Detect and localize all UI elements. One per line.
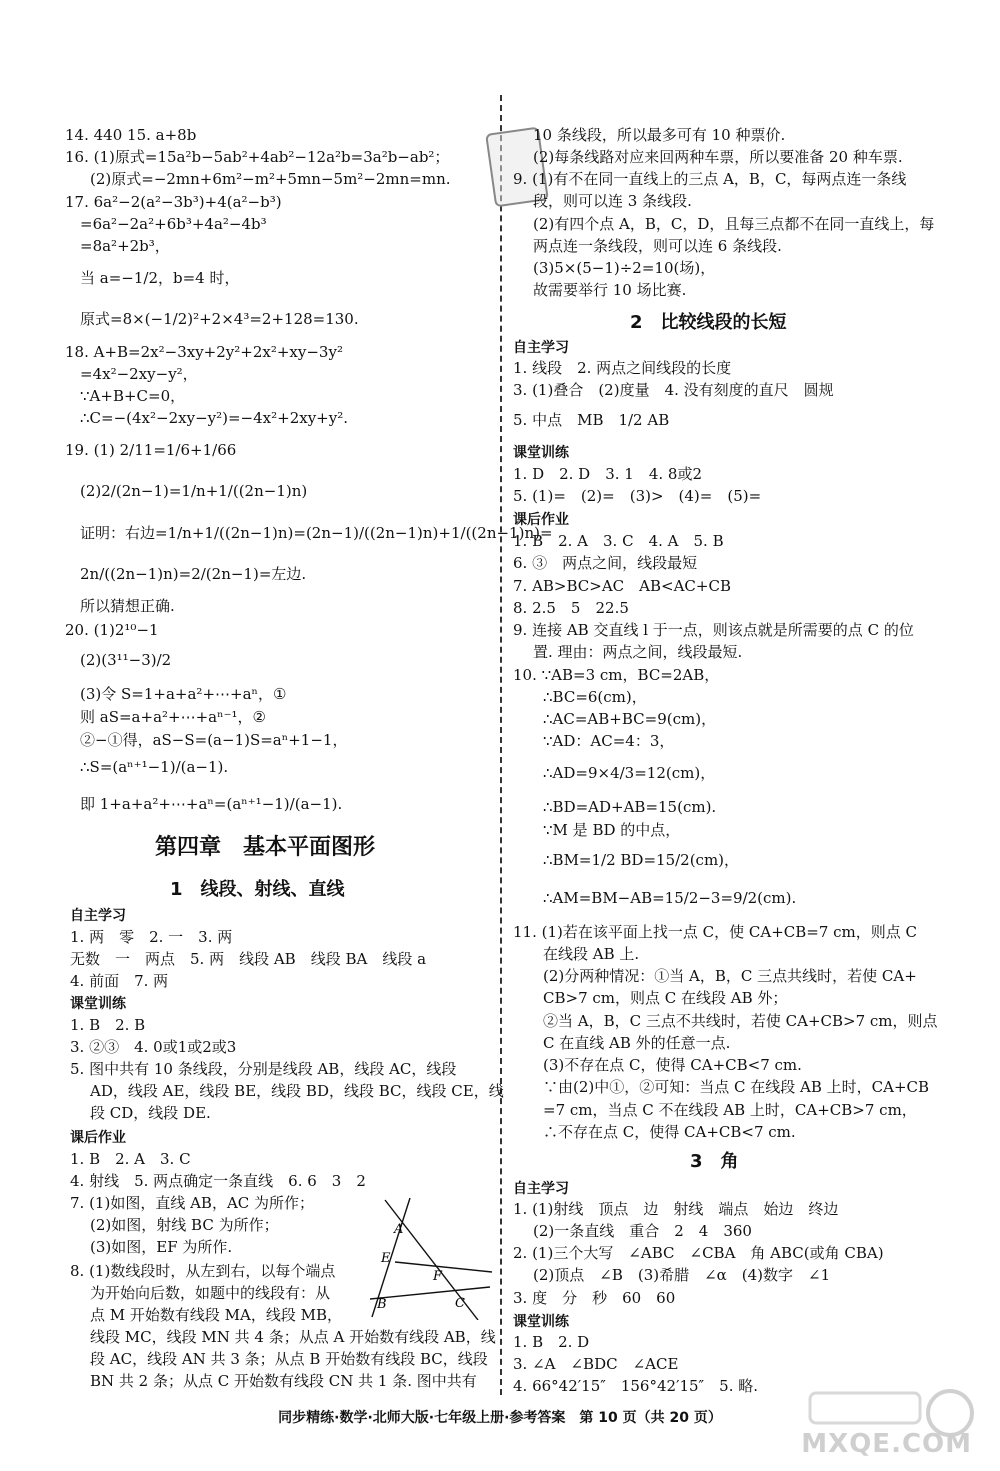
text-line: 3. ②③ 4. 0或1或2或3: [70, 1038, 237, 1056]
text-line: ∴S=(aⁿ⁺¹−1)/(a−1).: [80, 758, 229, 776]
text-line: (2)原式=−2mn+6m²−m²+5mn−5m²−2mn=mn.: [90, 170, 451, 188]
text-line: 8. 2.5 5 22.5: [513, 599, 629, 617]
text-line: ∴AM=BM−AB=15/2−3=9/2(cm).: [543, 889, 797, 907]
text-line: 5. 图中共有 10 条线段，分别是线段 AB，线段 AC，线段: [70, 1060, 457, 1078]
subheading-kehou: 课后作业: [513, 512, 569, 528]
label-a: A: [394, 1222, 404, 1237]
text-line: (2)如图，射线 BC 为所作；: [90, 1216, 279, 1234]
text-line: (3)令 S=1+a+a²+⋯+aⁿ，①: [80, 685, 287, 703]
text-line: 线段 MC，线段 MN 共 4 条；从点 A 开始数有线段 AB，线: [90, 1328, 496, 1346]
text-line: 3. (1)叠合 (2)度量 4. 没有刻度的直尺 圆规: [513, 381, 834, 399]
subheading-ketang: 课堂训练: [513, 445, 569, 461]
text-line: ②当 A，B，C 三点不共线时，若使 CA+CB>7 cm，则点: [543, 1012, 938, 1030]
text-line: BN 共 2 条；从点 C 开始数有线段 CN 共 1 条. 图中共有: [90, 1372, 477, 1390]
text-line: 11. (1)若在该平面上找一点 C，使 CA+CB=7 cm，则点 C: [513, 923, 918, 941]
label-b: B: [377, 1297, 387, 1312]
text-line: 3. ∠A ∠BDC ∠ACE: [513, 1355, 679, 1373]
text-line: ∵AD：AC=4：3，: [543, 732, 675, 750]
text-line: (3)5×(5−1)÷2=10(场)，: [533, 259, 716, 277]
text-line: ∵M 是 BD 的中点，: [543, 821, 681, 839]
text-line: (3)如图，EF 为所作.: [90, 1238, 233, 1256]
text-line: 4. 前面 7. 两: [70, 972, 169, 990]
text-line: (2)每条线路对应来回两种车票，所以要准备 20 种车票.: [533, 148, 903, 166]
ray-bc: [370, 1287, 490, 1299]
text-line: 9. 连接 AB 交直线 l 于一点，则该点就是所需要的点 C 的位: [513, 621, 914, 639]
geometry-figure: [370, 1195, 495, 1320]
text-line: (2)一条直线 重合 2 4 360: [533, 1222, 752, 1240]
text-line: 8. (1)数线段时，从左到右，以每个端点: [70, 1262, 336, 1280]
text-line: 5. 中点 MB 1/2 AB: [513, 411, 670, 429]
text-line: 故需要举行 10 场比赛.: [533, 281, 687, 299]
text-line: 18. A+B=2x²−3xy+2y²+2x²+xy−3y²: [65, 343, 343, 361]
text-line: 14. 440 15. a+8b: [65, 126, 197, 144]
text-line: 2n/((2n−1)n)=2/(2n−1)=左边.: [80, 565, 307, 583]
text-line: =6a²−2a²+6b³+4a²−4b³: [80, 215, 267, 233]
text-line: 1. D 2. D 3. 1 4. 8或2: [513, 465, 703, 483]
text-line: ∵A+B+C=0，: [80, 387, 186, 405]
text-line: ∴BC=6(cm)，: [543, 688, 647, 706]
section-title: 3 角: [690, 1151, 739, 1172]
text-line: (2)2/(2n−1)=1/n+1/((2n−1)n): [80, 482, 308, 500]
subheading-ketang: 课堂训练: [70, 996, 126, 1012]
text-line: =7 cm，当点 C 不在线段 AB 上时，CA+CB>7 cm，: [543, 1101, 917, 1119]
subheading-kehou: 课后作业: [70, 1130, 126, 1146]
text-line: 10 条线段，所以最多可有 10 种票价.: [533, 126, 786, 144]
text-line: 1. 两 零 2. 一 3. 两: [70, 928, 233, 946]
text-line: 当 a=−1/2，b=4 时，: [80, 269, 240, 287]
text-line: 9. (1)有不在同一直线上的三点 A，B，C，每两点连一条线: [513, 170, 907, 188]
text-line: 20. (1)2¹⁰−1: [65, 621, 159, 639]
text-line: 所以猜想正确.: [80, 597, 175, 615]
text-line: (2)顶点 ∠B (3)希腊 ∠α (4)数字 ∠1: [533, 1266, 831, 1284]
text-line: C 在直线 AB 外的任意一点.: [543, 1034, 731, 1052]
text-line: (2)分两种情况：①当 A，B，C 三点共线时，若使 CA+: [543, 967, 917, 985]
subheading-zizhu: 自主学习: [70, 908, 126, 924]
text-line: ∴BM=1/2 BD=15/2(cm)，: [543, 851, 740, 869]
text-line: 置. 理由：两点之间，线段最短.: [533, 643, 743, 661]
chapter-title: 第四章 基本平面图形: [155, 835, 376, 860]
text-line: 两点连一条线段，则可以连 6 条线段.: [533, 237, 782, 255]
text-line: 即 1+a+a²+⋯+aⁿ=(aⁿ⁺¹−1)/(a−1).: [80, 795, 343, 813]
label-f: F: [433, 1269, 443, 1284]
column-divider: [500, 95, 502, 1395]
text-line: 1. B 2. A 3. C: [70, 1150, 191, 1168]
line-ef: [395, 1262, 492, 1272]
text-line: ∵由(2)中①，②可知：当点 C 在线段 AB 上时，CA+CB: [543, 1078, 930, 1096]
text-line: 1. B 2. A 3. C 4. A 5. B: [513, 532, 724, 550]
subheading-ketang: 课堂训练: [513, 1314, 569, 1330]
text-line: ∴AD=9×4/3=12(cm)，: [543, 764, 716, 782]
text-line: ∴不存在点 C，使得 CA+CB<7 cm.: [543, 1123, 796, 1141]
text-line: 6. ③ 两点之间，线段最短: [513, 554, 698, 572]
section-title: 2 比较线段的长短: [630, 312, 787, 333]
text-line: 2. (1)三个大写 ∠ABC ∠CBA 角 ABC(或角 CBA): [513, 1244, 884, 1262]
text-line: 段，则可以连 3 条线段.: [533, 192, 692, 210]
watermark-text: MXQE.COM: [801, 1429, 972, 1459]
text-line: 19. (1) 2/11=1/6+1/66: [65, 441, 237, 459]
text-line: 17. 6a²−2(a²−3b³)+4(a²−b³): [65, 193, 282, 211]
text-line: AD，线段 AE，线段 BE，线段 BD，线段 BC，线段 CE，线: [90, 1082, 504, 1100]
text-line: (2)(3¹¹−3)/2: [80, 651, 172, 669]
text-line: 3. 度 分 秒 60 60: [513, 1289, 676, 1307]
text-line: ∴BD=AD+AB=15(cm).: [543, 798, 717, 816]
label-e: E: [381, 1251, 391, 1266]
section-title: 1 线段、射线、直线: [170, 879, 345, 900]
text-line: ②−①得，aS−S=(a−1)S=aⁿ+1−1，: [80, 731, 348, 749]
text-line: 点 M 开始数有线段 MA，线段 MB，: [90, 1306, 343, 1324]
text-line: CB>7 cm，则点 C 在线段 AB 外；: [543, 989, 788, 1007]
text-line: 证明：右边=1/n+1/((2n−1)n)=(2n−1)/((2n−1)n)+1/((2n−1)n)=: [80, 524, 553, 542]
text-line: =4x²−2xy−y²，: [80, 365, 198, 383]
text-line: (2)有四个点 A，B，C，D，且每三点都不在同一直线上，每: [533, 215, 935, 233]
text-line: 为开始向后数，如题中的线段有：从: [90, 1284, 331, 1302]
text-line: 4. 66°42′15″ 156°42′15″ 5. 略.: [513, 1377, 759, 1395]
text-line: 在线段 AB 上.: [543, 945, 640, 963]
subheading-zizhu: 自主学习: [513, 340, 569, 356]
text-line: 1. B 2. B: [70, 1016, 146, 1034]
text-line: 段 AC，线段 AN 共 3 条；从点 B 开始数有线段 BC，线段: [90, 1350, 488, 1368]
text-line: 无数 一 两点 5. 两 线段 AB 线段 BA 线段 a: [70, 950, 427, 968]
text-line: 4. 射线 5. 两点确定一条直线 6. 6 3 2: [70, 1172, 366, 1190]
text-line: 则 aS=a+a²+⋯+aⁿ⁻¹，②: [80, 708, 266, 726]
text-line: 段 CD，线段 DE.: [90, 1104, 211, 1122]
text-line: 7. (1)如图，直线 AB，AC 为所作；: [70, 1194, 315, 1212]
text-line: 1. (1)射线 顶点 边 射线 端点 始边 终边: [513, 1200, 839, 1218]
text-line: 7. AB>BC>AC AB<AC+CB: [513, 577, 731, 595]
text-line: 原式=8×(−1/2)²+2×4³=2+128=130.: [80, 310, 359, 328]
text-line: 10. ∵AB=3 cm，BC=2AB，: [513, 666, 720, 684]
page-footer: 同步精练·数学·北师大版·七年级上册·参考答案 第 10 页（共 20 页）: [278, 1410, 722, 1426]
text-line: ∴AC=AB+BC=9(cm)，: [543, 710, 717, 728]
text-line: 16. (1)原式=15a²b−5ab²+4ab²−12a²b=3a²b−ab²；: [65, 148, 450, 166]
text-line: (3)不存在点 C，使得 CA+CB<7 cm.: [543, 1056, 802, 1074]
subheading-zizhu: 自主学习: [513, 1181, 569, 1197]
text-line: =8a²+2b³，: [80, 237, 170, 255]
label-c: C: [455, 1296, 465, 1311]
text-line: 1. B 2. D: [513, 1333, 590, 1351]
text-line: 5. (1)= (2)= (3)> (4)= (5)=: [513, 487, 762, 505]
text-line: 1. 线段 2. 两点之间线段的长度: [513, 359, 732, 377]
text-line: ∴C=−(4x²−2xy−y²)=−4x²+2xy+y².: [80, 409, 349, 427]
